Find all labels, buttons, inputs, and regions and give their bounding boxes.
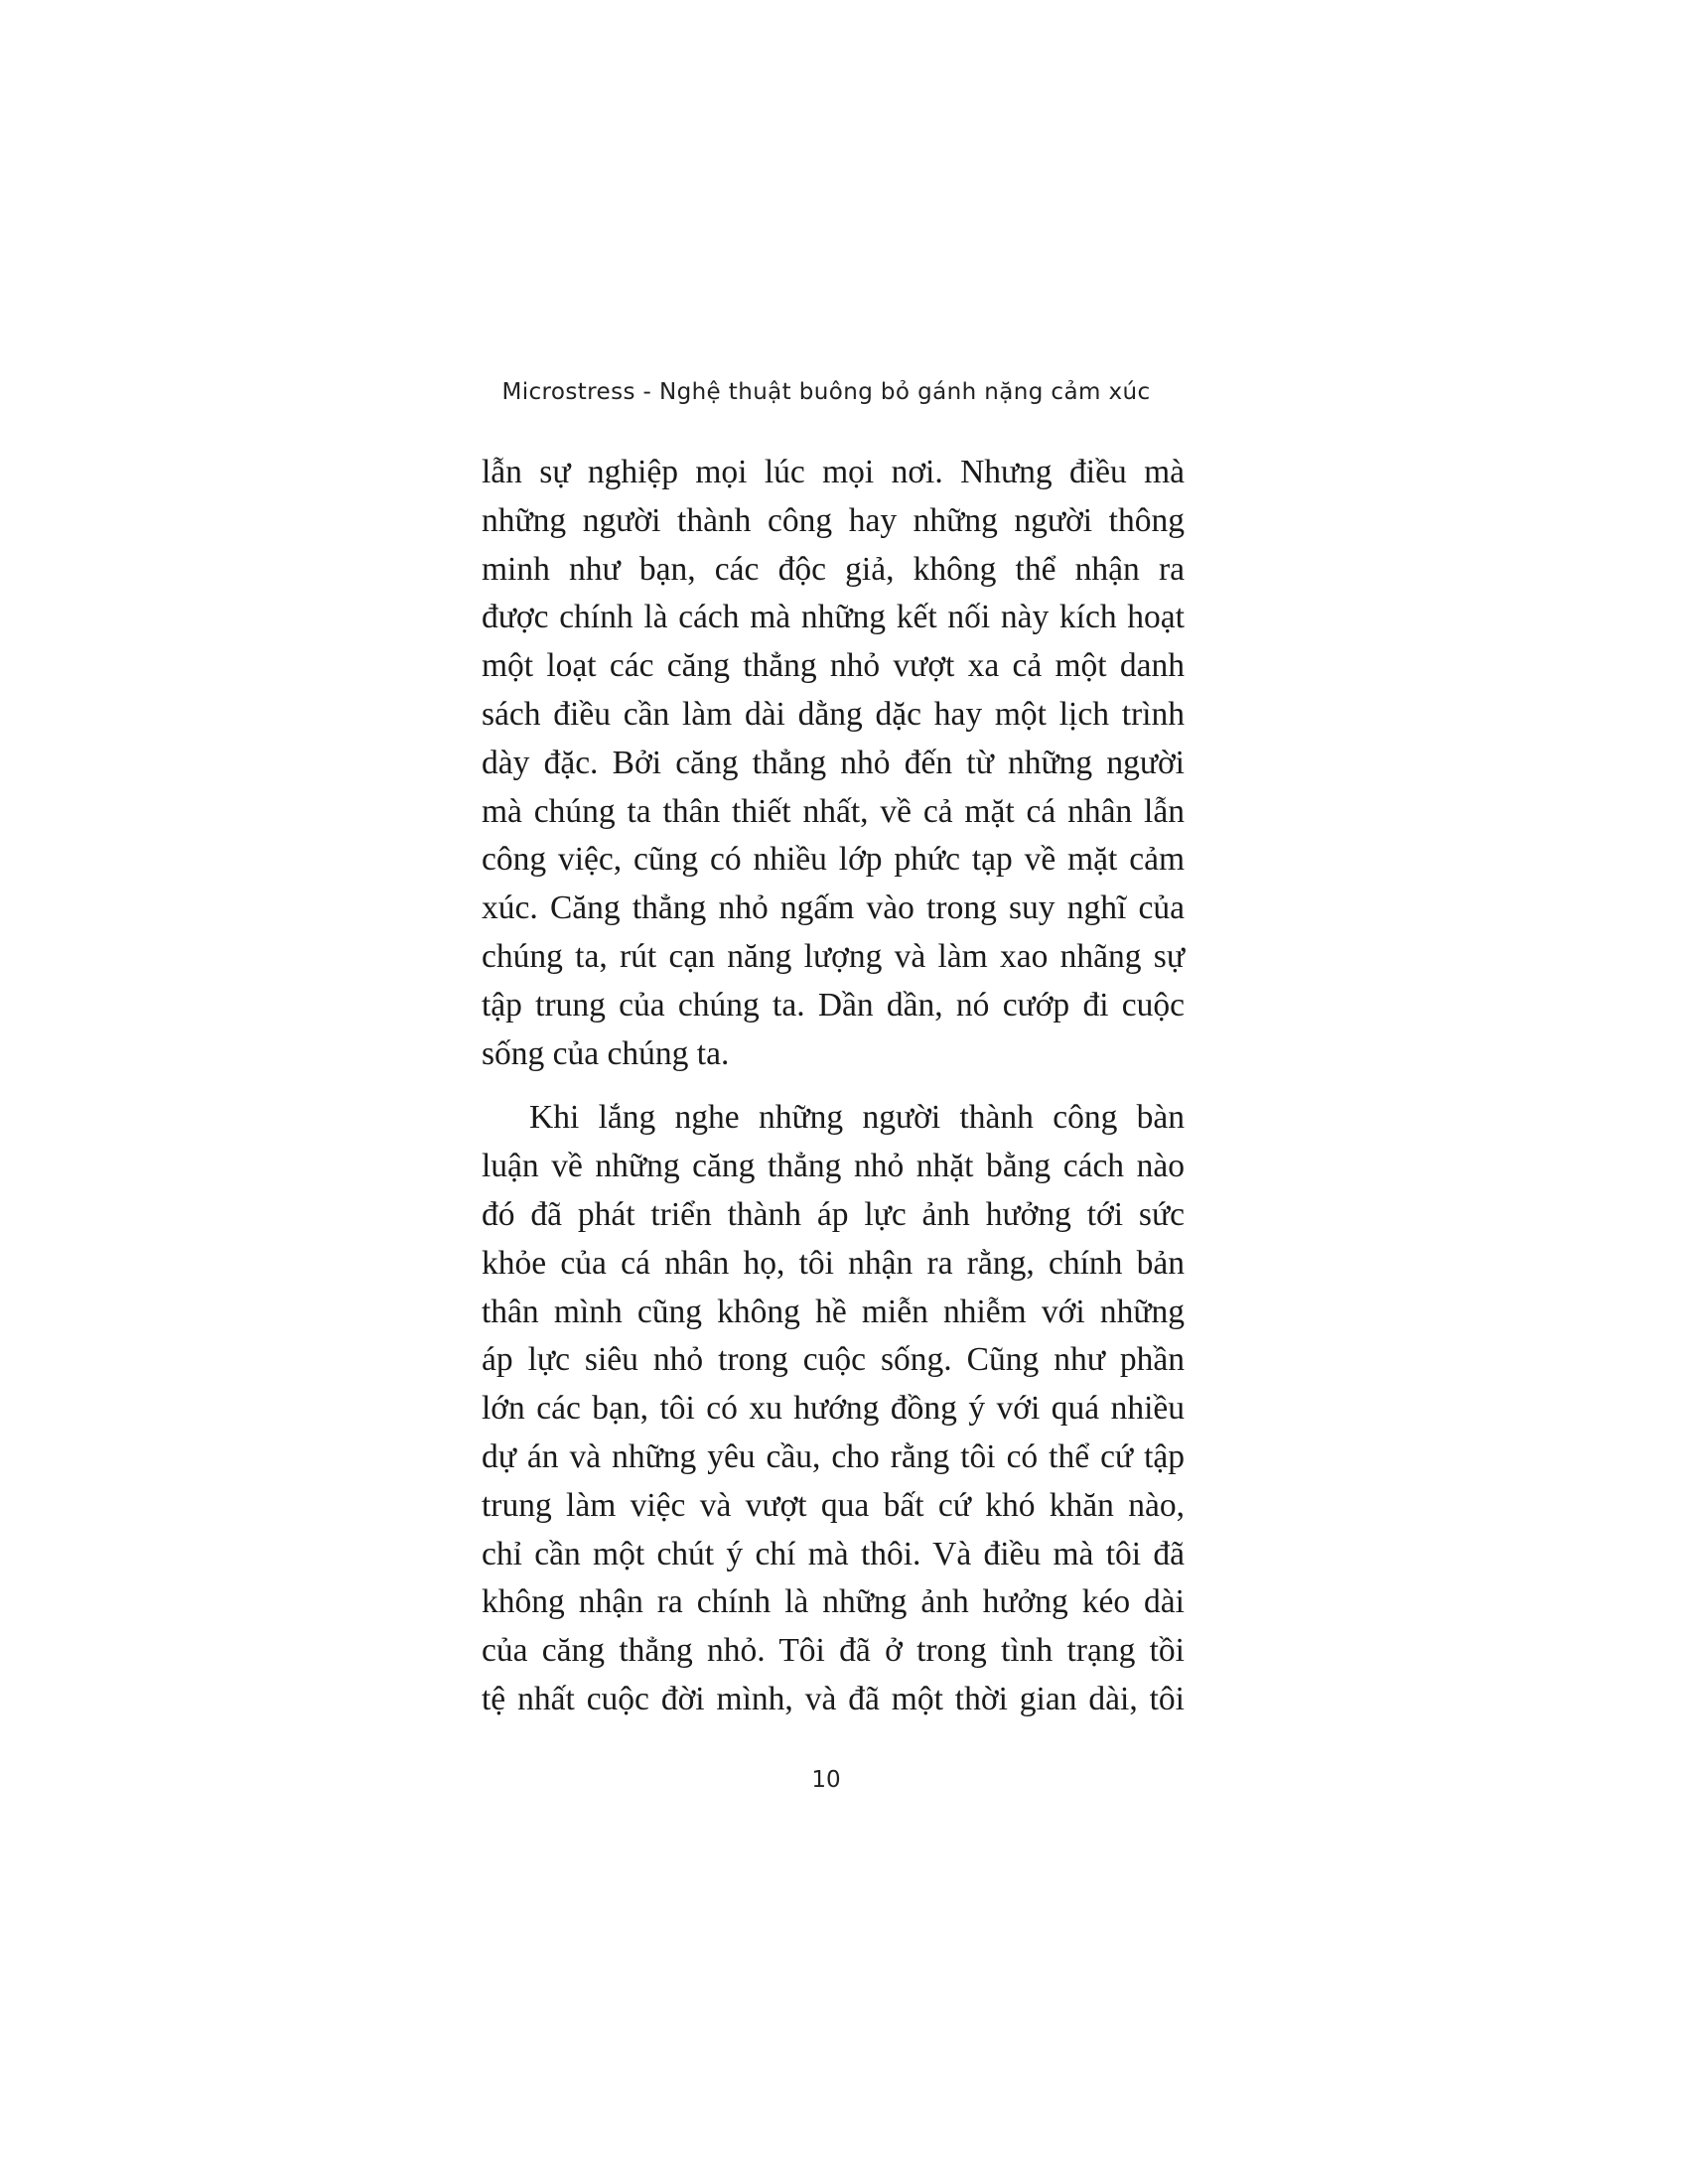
paragraph-2 [482,1094,1185,1723]
text-line: tập trung của chúng ta. Dần dần, nó cướp đi cuộc [482,986,1185,1024]
text-line: lẫn sự nghiệp mọi lúc mọi nơi. Nhưng điều mà [482,454,1185,490]
text-line: sách điều cần làm dài dằng dặc hay một lịch trình [482,695,1185,733]
text-line: một loạt các căng thẳng nhỏ vượt xa cả một danh [482,647,1185,685]
text-line: những người thành công hay những người thông [482,501,1185,539]
text-line: áp lực siêu nhỏ trong cuộc sống. Cũng như phần [482,1341,1185,1379]
text-line: công việc, cũng có nhiều lớp phức tạp về mặt cảm [482,841,1185,879]
running-header: Microstress - Nghệ thuật buông bỏ gánh nặng cảm xúc [501,379,1151,405]
text-line: Khi lắng nghe những người thành công bàn [529,1099,1185,1137]
text-line: không nhận ra chính là những ảnh hưởng kéo dài [482,1583,1185,1621]
page-number: 10 [811,1767,841,1793]
text-line: lớn các bạn, tôi có xu hướng đồng ý với quá nhiều [482,1390,1185,1428]
text-line: thân mình cũng không hề miễn nhiễm với những [482,1293,1185,1330]
text-line: dự án và những yêu cầu, cho rằng tôi có thể cứ tập [482,1437,1185,1475]
text-line: chúng ta, rút cạn năng lượng và làm xao nhãng sự [482,937,1185,975]
text-line: xúc. Căng thẳng nhỏ ngấm vào trong suy nghĩ của [482,889,1185,927]
paragraph-gap [482,1078,1185,1094]
text-line: luận về những căng thẳng nhỏ nhặt bằng cách nào [482,1148,1185,1185]
text-line: của căng thẳng nhỏ. Tôi đã ở trong tình trạng tồi [482,1632,1185,1670]
text-line: chỉ cần một chút ý chí mà thôi. Và điều mà tôi đã [482,1535,1185,1572]
text-line: mà chúng ta thân thiết nhất, về cả mặt cá nhân lẫn [482,792,1185,830]
text-line: dày đặc. Bởi căng thẳng nhỏ đến từ những người [482,744,1185,781]
text-line: đó đã phát triển thành áp lực ảnh hưởng tới sức [482,1195,1185,1233]
text-line: trung làm việc và vượt qua bất cứ khó khăn nào, [482,1486,1185,1524]
paragraph-1 [482,449,1185,1078]
body-text [482,449,1185,1724]
text-line: khỏe của cá nhân họ, tôi nhận ra rằng, chính bản [482,1244,1185,1282]
text-line: minh như bạn, các độc giả, không thể nhận ra [482,550,1185,588]
text-line: được chính là cách mà những kết nối này kích hoạt [482,599,1185,636]
text-line: sống của chúng ta. [482,1034,730,1072]
text-line: tệ nhất cuộc đời mình, và đã một thời gian dài, tôi [482,1680,1185,1717]
